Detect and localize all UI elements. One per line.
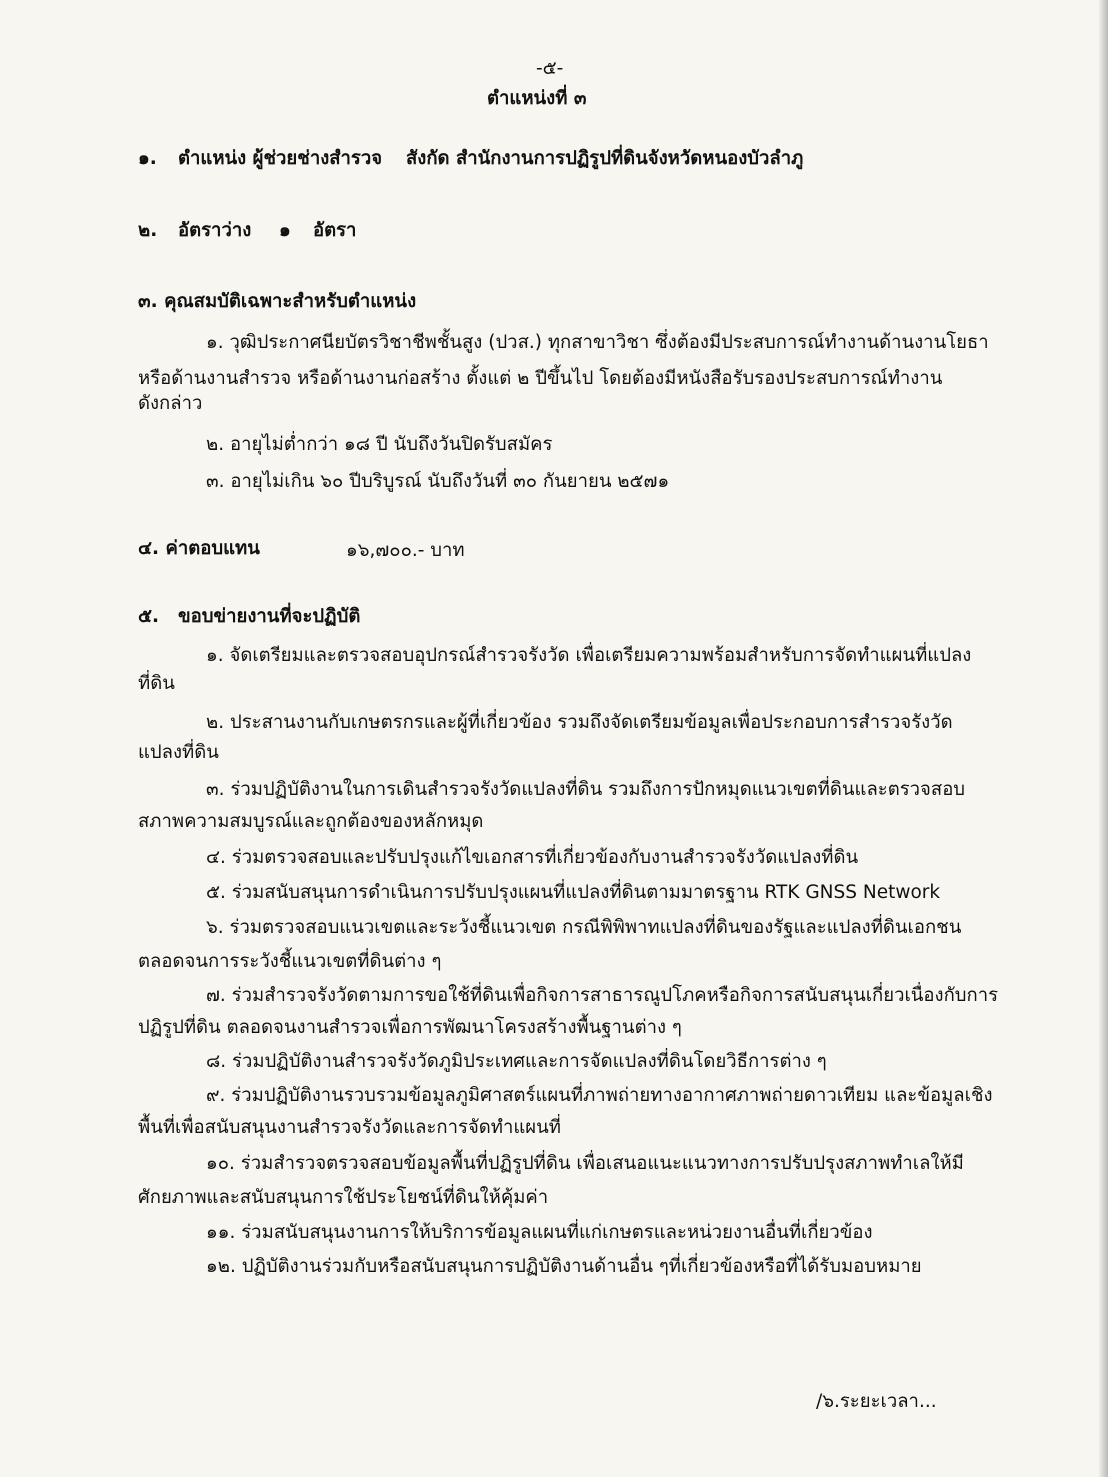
sec2-number: ๒. <box>138 220 158 241</box>
position-heading: ตำแหน่งที่ ๓ <box>487 88 587 109</box>
page-number: -๕- <box>536 58 564 79</box>
sec5-line: พื้นที่เพื่อสนับสนุนงานสำรวจรังวัดและการจัดทำแผนที่ <box>138 1117 561 1138</box>
sec5-line: สภาพความสมบูรณ์และถูกต้องของหลักหมุด <box>138 811 484 832</box>
sec5-line: ๒. ประสานงานกับเกษตรกรและผู้ที่เกี่ยวข้อง รวมถึงจัดเตรียมข้อมูลเพื่อประกอบการสำรวจรังวัด <box>206 712 953 733</box>
sec2-unit: อัตรา <box>313 220 357 241</box>
sec1-number: ๑. <box>138 148 157 169</box>
sec5-line: ๓. ร่วมปฏิบัติงานในการเดินสำรวจรังวัดแปลงที่ดิน รวมถึงการปักหมุดแนวเขตที่ดินและตรวจสอบ <box>206 779 966 800</box>
sec5-line: ๔. ร่วมตรวจสอบและปรับปรุงแก้ไขเอกสารที่เกี่ยวข้องกับงานสำรวจรังวัดแปลงที่ดิน <box>206 847 859 868</box>
sec5-line: ๑๒. ปฏิบัติงานร่วมกับหรือสนับสนุนการปฏิบัติงานด้านอื่น ๆที่เกี่ยวข้องหรือที่ได้รับมอบหมาย <box>206 1256 922 1277</box>
sec3-line: ๒. อายุไม่ต่ำกว่า ๑๘ ปี นับถึงวันปิดรับสมัคร <box>206 434 553 455</box>
sec5-line: ตลอดจนการระวังชี้แนวเขตที่ดินต่าง ๆ <box>138 951 442 972</box>
sec5-line: แปลงที่ดิน <box>138 742 219 763</box>
sec3-line: หรือด้านงานสำรวจ หรือด้านงานก่อสร้าง ตั้งแต่ ๒ ปีขึ้นไป โดยต้องมีหนังสือรับรองประสบการณ์ทำงาน <box>138 368 943 389</box>
sec2-count: ๑ <box>279 220 291 241</box>
sec5-line: ๗. ร่วมสำรวจรังวัดตามการขอใช้ที่ดินเพื่อกิจการสาธารณูปโภคหรือกิจการสนับสนุนเกี่ยวเนื่องกับการ <box>206 985 999 1006</box>
sec3-line: ๑. วุฒิประกาศนียบัตรวิชาชีพชั้นสูง (ปวส.) ทุกสาขาวิชา ซึ่งต้องมีประสบการณ์ทำงานด้านงานโยธา <box>206 332 989 353</box>
sec4-value: ๑๖,๗๐๐.- บาท <box>346 540 465 561</box>
sec3-line: ๓. อายุไม่เกิน ๖๐ ปีบริบูรณ์ นับถึงวันที่ ๓๐ กันยายน ๒๕๗๑ <box>206 471 670 492</box>
sec5-line: ๖. ร่วมตรวจสอบแนวเขตและระวังชี้แนวเขต กรณีพิพิพาทแปลงที่ดินของรัฐและแปลงที่ดินเอกชน <box>206 917 962 938</box>
sec5-line: ๑๑. ร่วมสนับสนุนงานการให้บริการข้อมูลแผนที่แก่เกษตรและหน่วยงานอื่นที่เกี่ยวข้อง <box>206 1222 873 1243</box>
sec4-label: ๔. ค่าตอบแทน <box>138 538 260 559</box>
sec5-number: ๕. <box>138 606 160 627</box>
sec1-department: สังกัด สำนักงานการปฏิรูปที่ดินจังหวัดหนองบัวลำภู <box>406 148 804 169</box>
sec5-line: ๙. ร่วมปฏิบัติงานรวบรวมข้อมูลภูมิศาสตร์แผนที่ภาพถ่ายทางอากาศภาพถ่ายดาวเทียม และข้อมูลเชิง <box>206 1085 993 1106</box>
sec5-line: ศักยภาพและสนับสนุนการใช้ประโยชน์ที่ดินให้คุ้มค่า <box>138 1187 549 1208</box>
sec5-line: ๑๐. ร่วมสำรวจตรวจสอบข้อมูลพื้นที่ปฏิรูปที่ดิน เพื่อเสนอแนะแนวทางการปรับปรุงสภาพทำเลให้มี <box>206 1153 964 1174</box>
sec5-line: ที่ดิน <box>138 673 175 694</box>
sec3-title: ๓. คุณสมบัติเฉพาะสำหรับตำแหน่ง <box>138 291 417 312</box>
continuation-marker: /๖.ระยะเวลา... <box>816 1391 937 1412</box>
sec5-line: ๑. จัดเตรียมและตรวจสอบอุปกรณ์สำรวจรังวัด เพื่อเตรียมความพร้อมสำหรับการจัดทำแผนที่แปลง <box>206 645 972 666</box>
sec5-line: ปฏิรูปที่ดิน ตลอดจนงานสำรวจเพื่อการพัฒนาโครงสร้างพื้นฐานต่าง ๆ <box>138 1017 682 1038</box>
sec5-line: ๘. ร่วมปฏิบัติงานสำรวจรังวัดภูมิประเทศและการจัดแปลงที่ดินโดยวิธีการต่าง ๆ <box>206 1051 827 1072</box>
sec2-label: อัตราว่าง <box>178 220 252 241</box>
page-edge-shadow <box>1098 0 1108 1477</box>
sec3-line: ดังกล่าว <box>138 393 203 414</box>
sec5-label: ขอบข่ายงานที่จะปฏิบัติ <box>178 606 361 627</box>
sec5-line: ๕. ร่วมสนับสนุนการดำเนินการปรับปรุงแผนที่แปลงที่ดินตามมาตรฐาน RTK GNSS Network <box>206 882 941 903</box>
sec1-position-label: ตำแหน่ง ผู้ช่วยช่างสำรวจ <box>178 148 383 169</box>
